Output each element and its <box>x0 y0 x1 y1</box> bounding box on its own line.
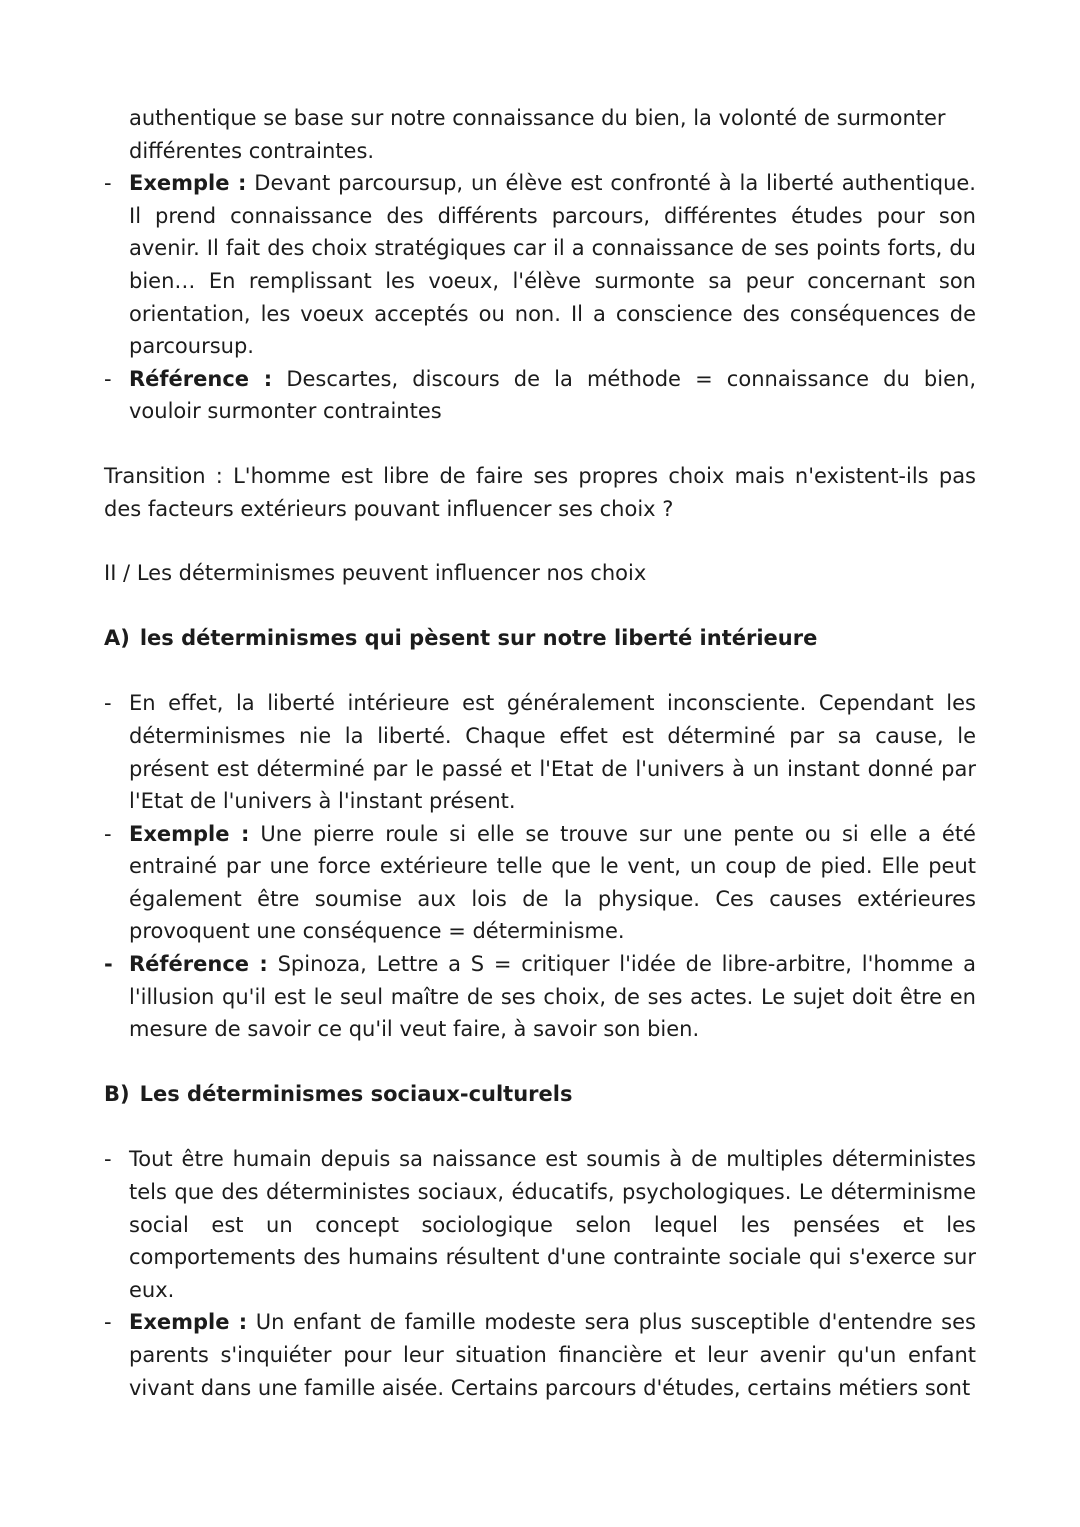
intro-text: En effet, la liberté intérieure est généralement inconsciente. Cependant les déterminismes nie la liberté. Chaque effet est déterminé par sa cause, le présent est déterminé par le passé et l'Etat de l'univers à un instant donné par l'Etat de l'univers à l'instant présent. <box>129 691 976 814</box>
part1-reference-item <box>104 363 976 428</box>
bullet-dash: - <box>104 1147 112 1172</box>
subsection-b-heading <box>104 1078 976 1111</box>
example-text: Devant parcoursup, un élève est confronté à la liberté authentique. Il prend connaissance des différents parcours, différentes études pour son avenir. Il fait des choix stratégiques car il a connaissance de ses points forts, du bien… En remplissant les voeux, l'élève surmonte sa peur concernant son orientation, les voeux acceptés ou non. Il a conscience des conséquences de parcoursup. <box>129 171 976 359</box>
bullet-dash: - <box>104 366 112 391</box>
bullet-dash: - <box>104 1310 112 1335</box>
part1-example-item <box>104 167 976 363</box>
bullet-dash: - <box>104 821 112 846</box>
reference-text: Spinoza, Lettre a S = critiquer l'idée de libre-arbitre, l'homme a l'illusion qu'il est le seul maître de ses choix, de ses actes. Le sujet doit être en mesure de savoir ce qu'il veut faire, à savoir son bien. <box>129 952 976 1042</box>
continuation-line-2: différentes contraintes. <box>129 138 375 163</box>
bullet-dash: - <box>104 952 113 977</box>
reference-label: Référence : <box>129 366 273 391</box>
subsection-a-intro-item <box>104 687 976 817</box>
example-text: Une pierre roule si elle se trouve sur une pente ou si elle a été entrainé par une force extérieure telle que le vent, un coup de pied. Elle peut également être soumise aux lois de la physique. Ces causes extérieures provoquent une conséquence = déterminisme. <box>129 821 976 944</box>
reference-label: Référence : <box>129 952 268 977</box>
reference-text: Descartes, discours de la méthode = connaissance du bien, vouloir surmonter contraintes <box>129 366 976 424</box>
subsection-b-intro-item <box>104 1143 976 1306</box>
transition-paragraph: Transition : L'homme est libre de faire ses propres choix mais n'existent-ils pas des facteurs extérieurs pouvant influencer ses choix ? <box>104 463 976 521</box>
bullet-dash: - <box>104 691 112 716</box>
section-2-title: II / Les déterminismes peuvent influencer nos choix <box>104 561 647 586</box>
subsection-a-letter: A) <box>104 625 130 650</box>
subsection-a-reference-item <box>104 948 976 1046</box>
subsection-b-example-item <box>104 1306 976 1404</box>
subsection-a-heading <box>104 622 976 655</box>
example-text: Un enfant de famille modeste sera plus susceptible d'entendre ses parents s'inquiéter pour leur situation financière et leur avenir qu'un enfant vivant dans une famille aisée. Certains parcours d'études, certains métiers sont <box>129 1310 976 1400</box>
bullet-dash: - <box>104 171 112 196</box>
subsection-b-title: Les déterminismes sociaux-culturels <box>139 1081 573 1106</box>
intro-text: Tout être humain depuis sa naissance est soumis à de multiples déterministes tels que des déterministes sociaux, éducatifs, psychologiques. Le déterminisme social est un concept sociologique selon lequel les pensées et les comportements des humains résultent d'une contrainte sociale qui s'exerce sur eux. <box>129 1147 976 1302</box>
continuation-line-1: authentique se base sur notre connaissance du bien, la volonté de surmonter <box>129 106 946 130</box>
subsection-a-example-item <box>104 818 976 948</box>
subsection-b-letter: B) <box>104 1081 130 1106</box>
example-label: Exemple : <box>129 171 247 196</box>
example-label: Exemple : <box>129 821 250 846</box>
example-label: Exemple : <box>129 1310 248 1335</box>
subsection-a-title: les déterminismes qui pèsent sur notre liberté intérieure <box>139 625 818 650</box>
